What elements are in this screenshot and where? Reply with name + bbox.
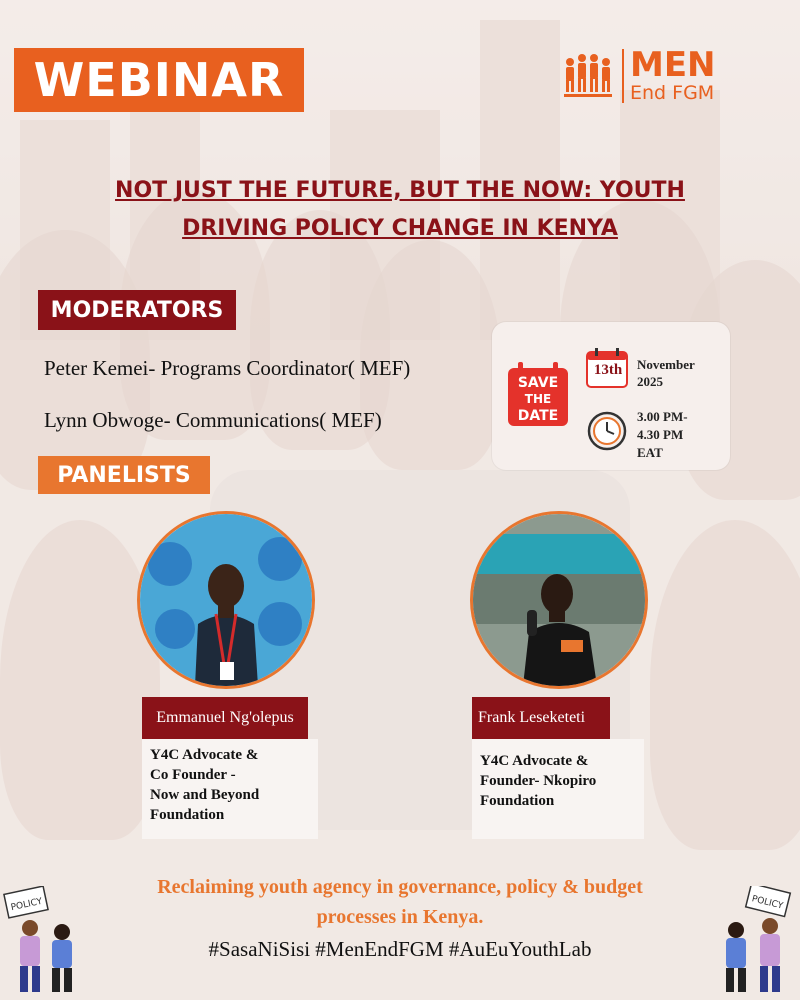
tagline-line2: processes in Kenya. [316,906,484,928]
hashtags: #SasaNiSisi #MenEndFGM #AuEuYouthLab [208,937,592,961]
logo-divider [622,49,624,103]
time-block [637,408,688,462]
panelist-1-role-line: Y4C Advocate & [150,747,259,763]
date-month: November [637,357,695,372]
policy-protesters-illustration-right [708,886,800,996]
tagline [90,872,710,932]
people-group-icon [560,50,616,102]
panelist-2-role [472,739,644,839]
logo-text [630,45,716,104]
tagline-line1: Reclaiming youth agency in governance, policy & budget [157,876,643,898]
title-line1: NOT JUST THE FUTURE, BUT THE NOW: YOUTH [115,178,685,203]
save-the-date-card [492,322,730,470]
date-month-year [637,356,695,390]
panelist-2-role-line: Y4C Advocate & [480,753,589,769]
panelist-1-role [142,739,318,839]
date-text: DATE [517,408,559,424]
time-zone: EAT [637,445,663,460]
logo-line2: End FGM [630,82,715,104]
time-start: 3.00 PM- [637,409,688,424]
men-end-fgm-logo [560,45,716,104]
webinar-badge: WEBINAR [14,48,304,112]
panelist-2-name: Frank Leseketeti [472,697,610,739]
panelist-1-name: Emmanuel Ng'olepus [142,697,308,739]
panelist-1-role-line: Co Founder - [150,767,236,783]
webinar-title [60,172,740,248]
clock-icon [586,410,628,452]
panelist-1-photo [137,511,315,689]
time-end: 4.30 PM [637,427,684,442]
panelist-2-photo [470,511,648,689]
save-text: SAVE [517,375,559,391]
logo-line1: MEN [630,45,716,85]
panelist-2-role-line: Foundation [480,793,555,809]
panelist-1-role-line: Now and Beyond [150,787,260,803]
date-day: 13th [593,362,623,378]
moderator-2: Lynn Obwoge- Communications( MEF) [44,408,382,432]
save-the-date-icon [506,362,570,428]
left-sign-text: POLICY [10,896,44,914]
the-text: THE [524,392,552,406]
moderators-heading: MODERATORS [38,290,236,330]
policy-protesters-illustration-left [0,886,92,996]
panelists-heading: PANELISTS [38,456,210,494]
right-sign-text: POLICY [750,894,784,912]
title-line2: DRIVING POLICY CHANGE IN KENYA [182,216,618,241]
moderator-1: Peter Kemei- Programs Coordinator( MEF) [44,356,411,380]
date-year: 2025 [637,374,663,389]
panelist-2-role-line: Founder- Nkopiro [480,773,597,789]
panelist-1-role-line: Foundation [150,807,225,823]
